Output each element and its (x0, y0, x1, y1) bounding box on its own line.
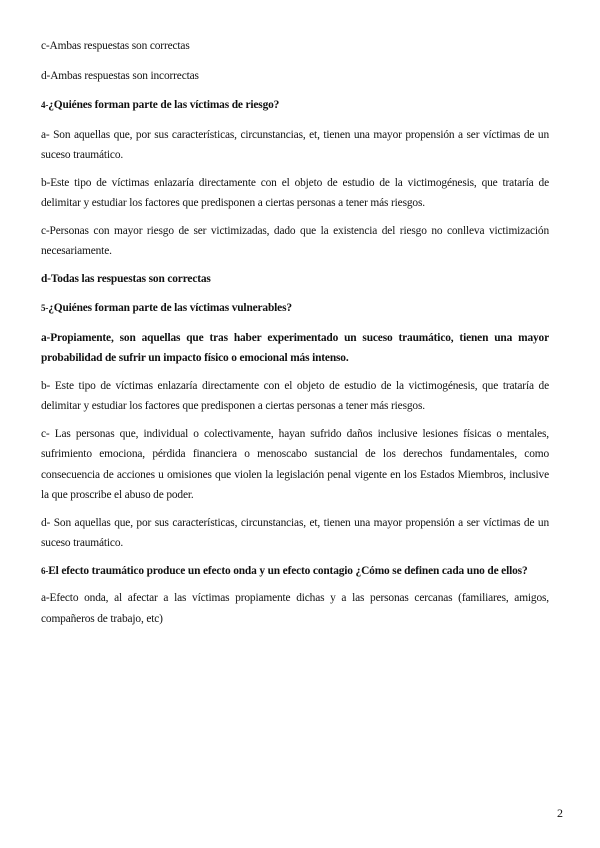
question-text: ¿Quiénes forman parte de las víctimas vulnerables? (48, 302, 292, 314)
question-6 (41, 561, 549, 582)
question-5 (41, 298, 549, 319)
q5-option-c: c- Las personas que, individual o colectivamente, hayan sufrido daños inclusive lesiones físicas o mentales, sufrimiento emociona, pérdida financiera o menoscabo sustancial de los derechos fundamentales, como consecuencia de acciones u omisiones que violen la legislación penal vigente en los Estados Miembros, inclusive la que proscribe el abuso de poder. (41, 427, 549, 501)
page-number: 2 (557, 806, 563, 820)
q4-option-b: b-Este tipo de víctimas enlazaría directamente con el objeto de estudio de la victimogénesis, que trataría de delimitar y estudiar los factores que predisponen a ciertas personas a tener más riesgos. (41, 176, 549, 209)
question-number: 4- (41, 100, 49, 110)
q5-option-a-answer: a-Propiamente, son aquellas que tras haber experimentado un suceso traumático, tienen una mayor probabilidad de sufrir un impacto físico o emocional más intenso. (41, 331, 549, 364)
question-number: 6- (41, 565, 49, 576)
q5-option-d: d- Son aquellas que, por sus características, circunstancias, et, tienen una mayor propensión a ser víctimas de un suceso traumático. (41, 516, 549, 549)
q5-option-b: b- Este tipo de víctimas enlazaría directamente con el objeto de estudio de la victimogénesis, que trataría de delimitar y estudiar los factores que predisponen a ciertas personas a tener más riesgos. (41, 379, 549, 412)
question-text: ¿Quiénes forman parte de las víctimas de riesgo? (48, 99, 280, 111)
q4-option-a: a- Son aquellas que, por sus características, circunstancias, et, tienen una mayor propensión a ser víctimas de un suceso traumático. (41, 128, 549, 161)
question-text: El efecto traumático produce un efecto onda y un efecto contagio ¿Cómo se definen cada uno de ellos? (48, 564, 528, 577)
question-4 (41, 95, 549, 116)
q6-option-a: a-Efecto onda, al afectar a las víctimas propiamente dichas y a las personas cercanas (familiares, amigos, compañeros de trabajo, etc) (41, 592, 549, 625)
document-page (41, 36, 549, 636)
q4-option-d-answer: d-Todas las respuestas son correctas (41, 272, 211, 285)
question-number: 5- (41, 303, 49, 313)
q4-option-c: c-Personas con mayor riesgo de ser victimizadas, dado que la existencia del riesgo no conlleva victimización necesariamente. (41, 224, 549, 257)
option-d-previous: d-Ambas respuestas son incorrectas (41, 69, 199, 82)
option-c-previous: c-Ambas respuestas son correctas (41, 40, 190, 52)
